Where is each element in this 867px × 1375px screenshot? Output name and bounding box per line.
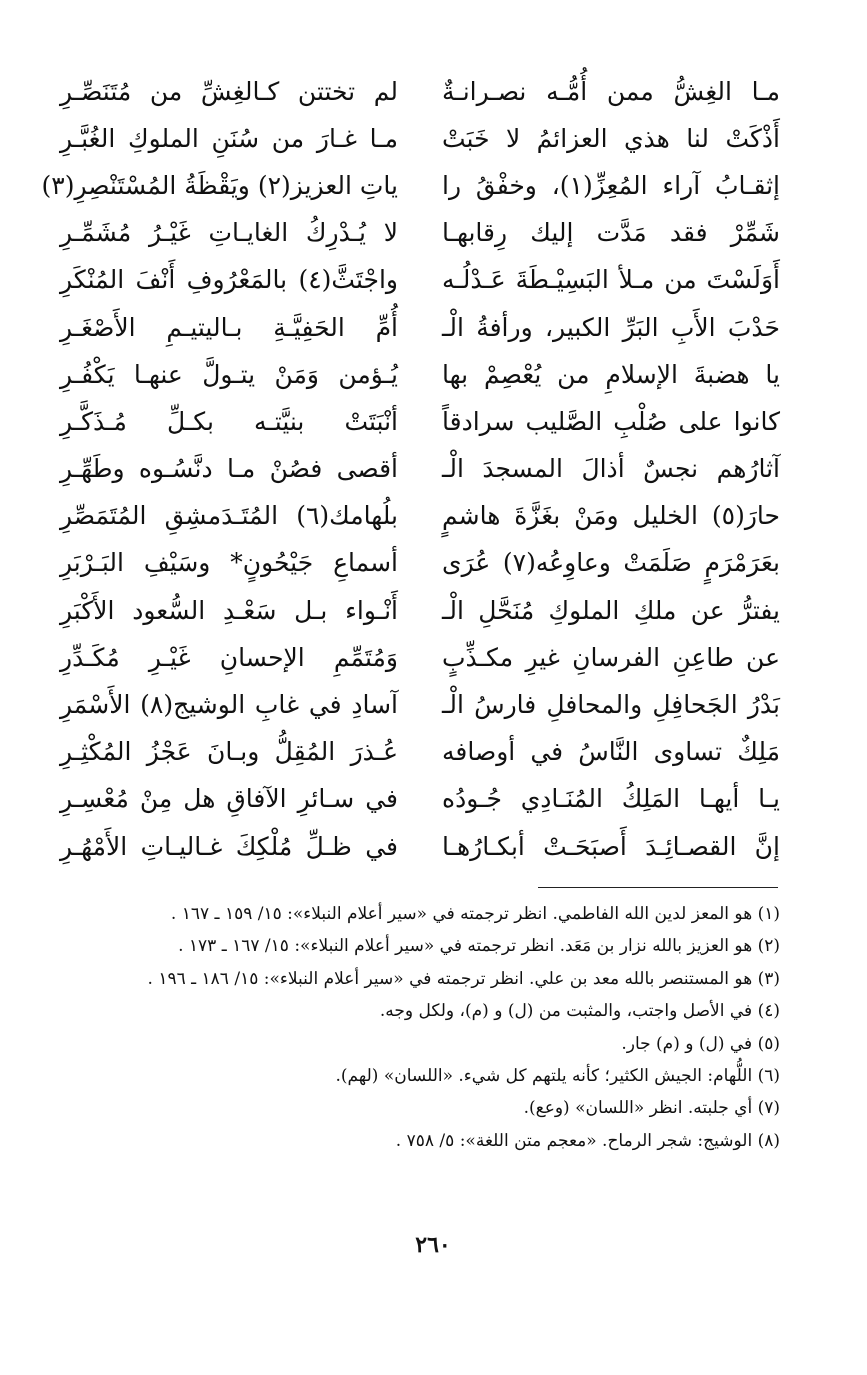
verse xyxy=(60,823,780,870)
verse xyxy=(60,729,780,776)
verse-second-hemistich: لم تختتن كـالغِشِّ من مُتَنَصِّـرِ xyxy=(60,76,398,106)
verse-second-hemistich: آسادِ في غابِ الوشيج(٨) الأَسْمَرِ xyxy=(60,690,398,720)
verse xyxy=(60,540,780,587)
verse xyxy=(60,446,780,493)
verse-first-hemistich: إثقـابُ آراء المُعِزِّ(١)، وخفْقُ را xyxy=(442,170,780,200)
verse-first-hemistich: أَوَلَسْتَ من مـلأ البَسِيْـطَةَ عَـدْلُـه xyxy=(442,265,780,295)
verse xyxy=(41,162,780,209)
verse-first-hemistich: أَذْكَتْ لنا هذي العزائمُ لا خَبَتْ xyxy=(442,123,780,153)
footnote: (٧) أي جلبته. انظر «اللسان» (وعع). xyxy=(523,1098,780,1119)
verse-first-hemistich: بعَرَمْرَمٍ صَلَمَتْ وعاوِعُه(٧) عُرَى xyxy=(442,548,780,578)
verse xyxy=(60,210,780,257)
footnote: (٨) الوشيج: شجر الرماح. «معجم متن اللغة»: ٥/ ٧٥٨ . xyxy=(395,1130,780,1151)
verse xyxy=(60,681,780,728)
verse-first-hemistich: آثارُهم نجسٌ أذالَ المسجدَ الْـ xyxy=(442,454,780,484)
verse-first-hemistich: كانوا على صُلْبِ الصَّليب سرادقاً xyxy=(442,406,780,436)
verse-second-hemistich: في سـائرِ الآفاقِ هل مِنْ مُعْسِـرِ xyxy=(60,784,398,814)
verse xyxy=(60,68,780,115)
verse xyxy=(60,493,780,540)
footnote: (١) هو المعز لدين الله الفاطمي. انظر ترجمته في «سير أعلام النبلاء»: ١٥/ ١٥٩ ـ ١٦٧ . xyxy=(170,904,780,924)
page-number: ٢٦٠ xyxy=(415,1232,451,1258)
verse-first-hemistich: بَدْرُ الجَحافِلِ والمحافلِ فارسُ الْـ xyxy=(442,690,780,720)
footnote: (٤) في الأصل واجتب، والمثبت من (ل) و (م)، ولكل وجه. xyxy=(379,1001,780,1022)
verse-second-hemistich: أقصى فصُنْ مـا دنَّسُـوه وطَهِّـرِ xyxy=(60,454,398,484)
verse-first-hemistich: شَمِّرْ فقد مَدَّت إليك رِقابهـا xyxy=(442,218,780,248)
verse-second-hemistich: أَنْـواء بـل سَعْـدِ السُّعود الأَكْبَرِ xyxy=(60,595,398,625)
verse-first-hemistich: مـا الغِشُّ ممن أُمُّـه نصـرانـةٌ xyxy=(442,76,780,106)
verse-second-hemistich: في ظـلِّ مُلْكِكَ غـاليـاتِ الأَمْهُـرِ xyxy=(60,831,398,861)
verse-first-hemistich: حَدْبَ الأَبِ البَرِّ الكبير، ورأفةُ الْـ xyxy=(442,312,780,342)
verse xyxy=(60,398,780,445)
verse-second-hemistich: أسماعِ جَيْحُونٍ* وسَيْفِ البَـرْبَرِ xyxy=(60,548,398,578)
footnote: (٣) هو المستنصر بالله معد بن علي. انظر ترجمته في «سير أعلام النبلاء»: ١٥/ ١٨٦ ـ ١٩٦ . xyxy=(147,968,780,989)
verse-second-hemistich: واجْتَثَّ(٤) بالمَعْرُوفِ أَنْفَ المُنْكَرِ xyxy=(60,265,398,295)
verse xyxy=(60,351,780,398)
verse-second-hemistich: أنْبَتَتْ بنيَّتـه بكـلِّ مُـذَكَّـرِ xyxy=(60,406,398,436)
footnote: (٢) هو العزيز بالله نزار بن مَعَد. انظر ترجمته في «سير أعلام النبلاء»: ١٥/ ١٦٧ ـ ١٧٣ . xyxy=(178,936,780,957)
verse-second-hemistich: لا يُـدْرِكُ الغايـاتِ غَيْـرُ مُشَمِّـرِ xyxy=(60,218,398,248)
footnotes xyxy=(90,898,780,1157)
verse-second-hemistich: عُـذرَ المُقِلُّ وبـانَ عَجْزُ المُكْثِـرِ xyxy=(60,737,398,767)
footnote: (٦) اللُّهام: الجيش الكثير؛ كأنه يلتهم كل شيء. «اللسان» (لهم). xyxy=(335,1065,780,1086)
verse xyxy=(60,776,780,823)
verse-second-hemistich: وَمُتَمِّمِ الإحسانِ غَيْـرِ مُكَـدِّرِ xyxy=(60,642,398,672)
footnote: (٥) في (ل) و (م) جار. xyxy=(621,1033,780,1054)
verse-first-hemistich: يفترُّ عن ملكِ الملوكِ مُنَحَّلِ الْـ xyxy=(442,595,780,625)
verse-second-hemistich: مـا غـارَ من سُنَنِ الملوكِ الغُبَّـرِ xyxy=(60,123,398,153)
verse-second-hemistich: يُـؤمن وَمَنْ يتـولَّ عنهـا يَكْفُـرِ xyxy=(60,359,398,389)
verse xyxy=(60,304,780,351)
verse-first-hemistich: مَلِكٌ تساوى النَّاسُ في أوصافه xyxy=(442,737,780,767)
verse xyxy=(60,115,780,162)
verse-second-hemistich: أُمِّ الحَفِيَّـةِ بـاليتيـمِ الأَصْغَـرِ xyxy=(60,312,398,342)
verse xyxy=(60,587,780,634)
verse-first-hemistich: حارَ(٥) الخليل ومَنْ بغَزَّةَ هاشمٍ xyxy=(442,501,780,531)
verse-first-hemistich: عن طاعِنِ الفرسانِ غيرِ مكـذِّبٍ xyxy=(442,642,780,672)
poem xyxy=(41,68,780,870)
verse-first-hemistich: يا هضبةَ الإسلامِ من يُعْصِمْ بها xyxy=(442,359,780,389)
verse-first-hemistich: يـا أيهـا المَلِكُ المُنَـادِي جُـودُه xyxy=(442,784,780,814)
verse-second-hemistich: ياتِ العزيز(٢) ويَقْظَةُ المُسْتَنْصِرِ(٣) xyxy=(41,170,398,200)
verse xyxy=(60,634,780,681)
verse-first-hemistich: إنَّ القصـائِـدَ أَصبَحَـتْ أبكـارُهـا xyxy=(442,831,780,861)
verse-second-hemistich: بلُهامك(٦) المُتَـدَمشِقِ المُتَمَصِّرِ xyxy=(60,501,398,531)
verse xyxy=(60,257,780,304)
footnote-separator xyxy=(538,887,778,888)
